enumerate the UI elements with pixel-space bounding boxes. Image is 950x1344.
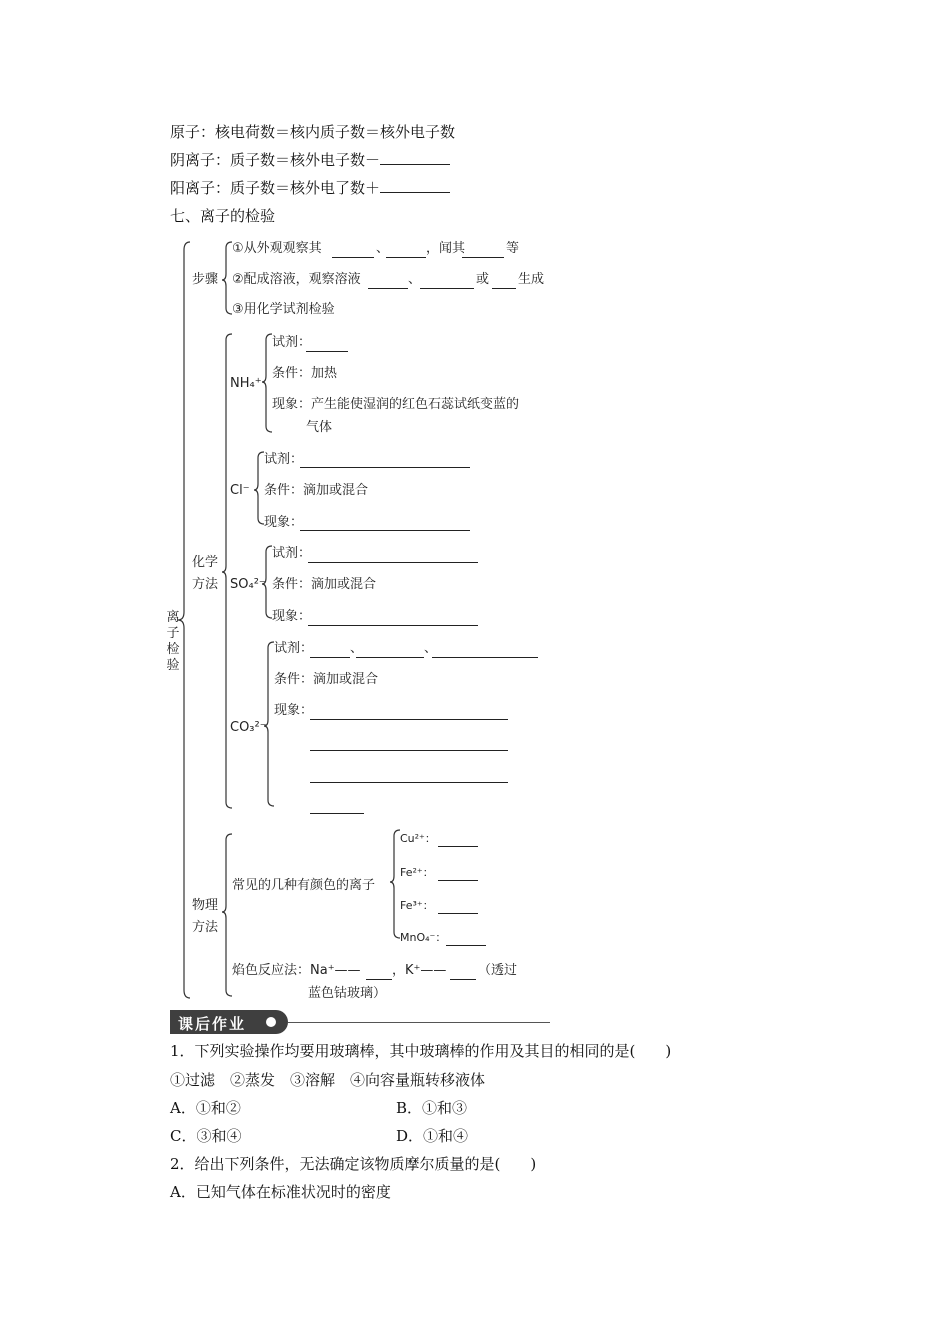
ion-cu: Cu²⁺： [400,832,436,845]
chemical-label-2: 方法 [192,577,219,592]
cl-phenomenon-blank [300,530,470,531]
co3-condition: 条件：滴加或混合 [274,672,379,687]
step3: ③用化学试剂检验 [232,302,335,317]
nh4-reagent-blank [306,351,348,352]
cation-text: 阳离子：质子数＝核外电了数＋ [170,179,381,197]
question-1-option-d: D．①和④ [396,1127,469,1145]
cl-reagent-blank [300,467,470,468]
nh4-ion: NH₄⁺ [230,376,262,391]
chemical-label-1: 化学 [192,555,219,570]
step1-blank-3 [462,257,504,258]
banner-rule [288,1022,550,1023]
co3-phenomenon-blank-3 [310,782,508,783]
so4-reagent-blank [308,562,478,563]
colored-ions-label: 常见的几种有颜色的离子 [232,878,376,893]
nh4-condition: 条件：加热 [272,366,338,381]
question-2-option-a: A．已知气体在标准状况时的密度 [170,1183,391,1201]
ion-mno4-blank [446,945,486,946]
atom-line: 原子：核电荷数＝核内质子数＝核外电子数 [170,123,456,141]
ion-mno4: MnO₄⁻： [400,931,447,944]
homework-banner-text: 课后作业 [178,1015,247,1033]
ion-fe2: Fe²⁺： [400,866,434,879]
root-label: 离子检验 [166,610,180,673]
physical-label-2: 方法 [192,920,219,935]
step1-c: 等 [506,241,520,256]
step1-sep: 、 [376,241,390,256]
question-1-option-a: A．①和② [170,1099,241,1117]
step2-end: 生成 [518,272,545,287]
step2-blank-2 [420,288,474,289]
step2-sep: 、 [408,272,422,287]
cl-reagent: 试剂： [264,452,304,467]
co3-reagent: 试剂： [274,641,314,656]
co3-reagent-blank-2 [356,657,424,658]
ion-fe3: Fe³⁺： [400,899,434,912]
step2-blank-3 [492,288,516,289]
nh4-phenomenon-2: 气体 [306,420,333,435]
flame-test-d: 蓝色钴玻璃） [308,986,387,1001]
step2-a: ②配成溶液，观察溶液 [232,272,361,287]
co3-phenomenon-blank-1 [310,719,508,720]
cl-condition: 条件：滴加或混合 [264,483,369,498]
question-1-option-c: C．③和④ [170,1127,242,1145]
co3-ion: CO₃²⁻ [230,720,267,735]
co3-phenomenon: 现象： [274,703,314,718]
question-1-items: ①过滤 ②蒸发 ③溶解 ④向容量瓶转移液体 [170,1071,486,1089]
so4-ion: SO₄²⁻ [230,577,266,592]
flame-test-c: （透过 [478,963,518,978]
step2-blank-1 [368,288,408,289]
question-1: 1．下列实验操作均要用玻璃棒，其中玻璃棒的作用及其目的相同的是( ) [170,1042,672,1060]
ion-cu-blank [438,846,478,847]
nh4-phenomenon: 现象：产生能使湿润的红色石蕊试纸变蓝的 [272,397,520,412]
section-title: 七、离子的检验 [170,207,276,225]
ion-fe2-blank [438,880,478,881]
co3-phenomenon-blank-2 [310,750,508,751]
nh4-reagent: 试剂： [272,335,312,350]
flame-na-blank [366,979,392,980]
cl-ion: Cl⁻ [230,483,250,498]
banner-dot-icon [266,1017,276,1027]
steps-label: 步骤 [192,272,219,287]
question-2: 2．给出下列条件，无法确定该物质摩尔质量的是( ) [170,1155,537,1173]
so4-condition: 条件：滴加或混合 [272,577,377,592]
step1-blank-2 [386,257,426,258]
co3-sep-1: 、 [350,641,364,656]
flame-k-blank [450,979,476,980]
step1-blank-1 [332,257,374,258]
flame-test-a: 焰色反应法：Na⁺—— [232,963,361,978]
co3-sep-2: 、 [424,641,438,656]
co3-reagent-blank-3 [432,657,538,658]
flame-test-b: ，K⁺—— [392,963,447,978]
question-1-option-b: B．①和③ [396,1099,468,1117]
co3-phenomenon-blank-4 [310,813,364,814]
so4-phenomenon-blank [308,625,478,626]
ion-fe3-blank [438,913,478,914]
anion-text: 阴离子：质子数＝核外电子数－ [170,151,381,169]
cl-phenomenon: 现象： [264,515,304,530]
physical-label-1: 物理 [192,898,219,913]
step1-b: ，闻其 [426,241,466,256]
so4-reagent: 试剂： [272,546,312,561]
so4-phenomenon: 现象： [272,609,312,624]
step2-or: 或 [476,272,490,287]
step1-a: ①从外观观察其 [232,241,322,256]
co3-reagent-blank-1 [310,657,350,658]
